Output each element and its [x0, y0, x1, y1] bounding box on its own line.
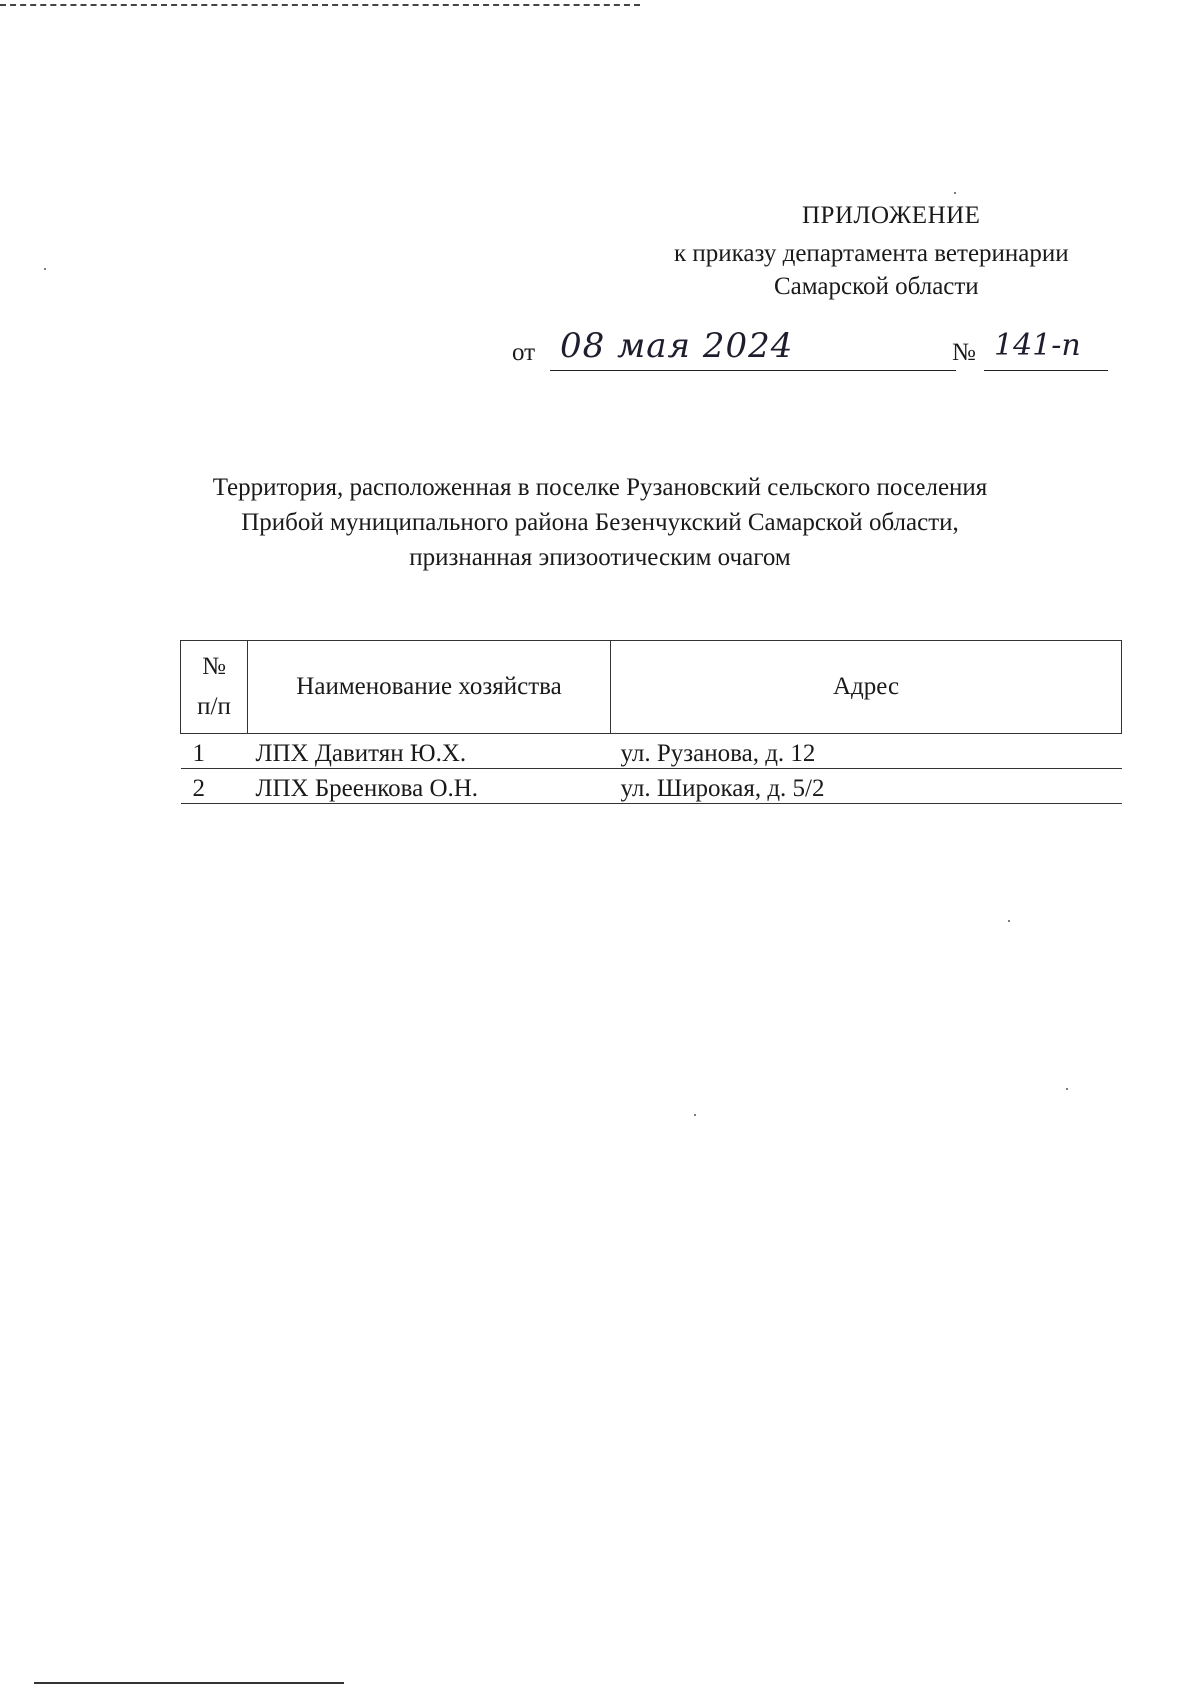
farms-table-wrapper [180, 640, 1120, 804]
scan-bottom-rule [34, 1682, 344, 1684]
column-header-number [181, 641, 248, 734]
farm-name: ЛПХ Давитян Ю.Х. [248, 734, 611, 769]
row-number: 2 [181, 769, 248, 804]
farm-address: ул. Рузанова, д. 12 [611, 734, 1122, 769]
scan-speck [694, 1114, 696, 1116]
table-row [181, 769, 1122, 804]
order-date-field [550, 326, 956, 371]
appendix-region: Самарской области [774, 273, 979, 300]
document-title-line: признанная эпизоотическим очагом [409, 544, 791, 571]
order-from-label: от [512, 339, 536, 366]
farms-table [180, 640, 1122, 804]
order-date-handwritten: 08 мая 2024 [560, 326, 794, 366]
row-number: 1 [181, 734, 248, 769]
order-number-label: № [952, 339, 976, 366]
order-date-number-line [512, 326, 1112, 374]
scan-speck [1008, 920, 1010, 922]
farm-name: ЛПХ Бреенкова О.Н. [248, 769, 611, 804]
document-title-line: Прибой муниципального района Безенчукский Самарской области, [241, 509, 959, 536]
order-number-handwritten: 141-п [994, 328, 1081, 363]
document-title [150, 470, 1050, 575]
column-header-number-sign: № [202, 653, 226, 680]
column-header-address: Адрес [611, 641, 1122, 734]
scan-edge-dashes [0, 4, 640, 6]
order-number-field [984, 330, 1108, 371]
column-header-number-pp: п/п [197, 693, 231, 720]
appendix-order-reference: к приказу департамента ветеринарии [674, 240, 1069, 267]
scan-speck [954, 192, 956, 194]
table-row [181, 734, 1122, 769]
scan-speck [44, 268, 46, 270]
appendix-title: ПРИЛОЖЕНИЕ [802, 202, 981, 229]
column-header-farm-name: Наименование хозяйства [248, 641, 611, 734]
scan-speck [1066, 1088, 1068, 1090]
table-header-row [181, 641, 1122, 734]
document-title-line: Территория, расположенная в поселке Рузановский сельского поселения [212, 474, 988, 501]
farm-address: ул. Широкая, д. 5/2 [611, 769, 1122, 804]
